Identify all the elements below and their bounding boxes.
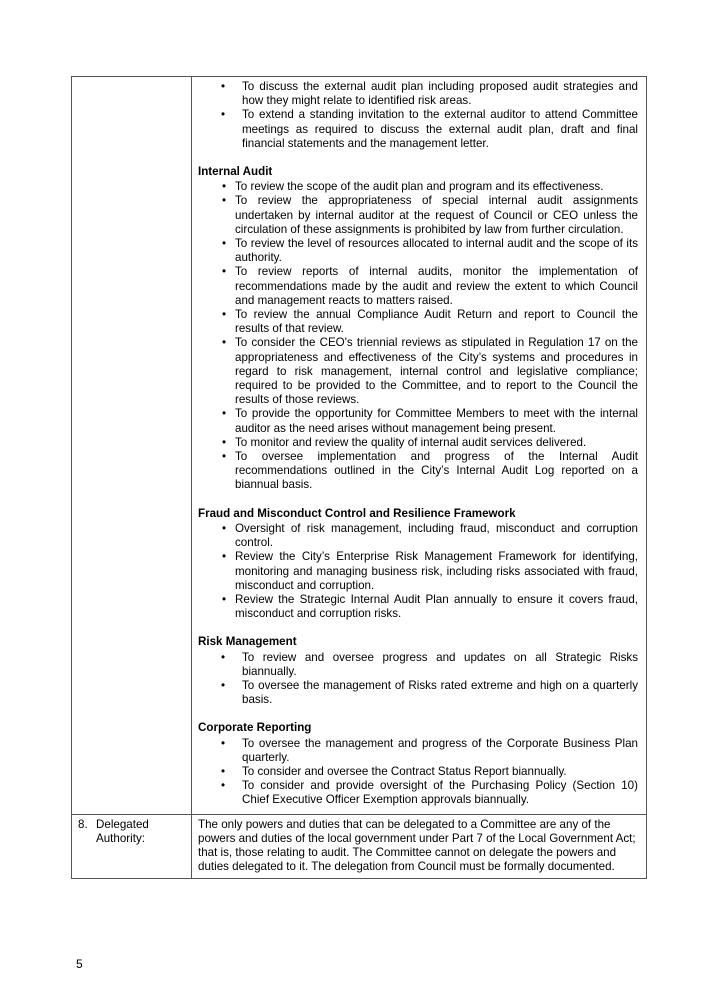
- functions-cell: [192, 77, 647, 815]
- list-item: • To review the level of resources allocated to internal audit and the scope of its authority.: [198, 237, 638, 265]
- list-item: • To oversee implementation and progress of the Internal Audit recommendations outlined in the City’s Internal Audit Log reported on a biannual basis.: [198, 450, 638, 493]
- list-item: • To review the scope of the audit plan and program and its effectiveness.: [198, 180, 638, 194]
- list-item: • To review the annual Compliance Audit Return and report to Council the results of that review.: [198, 308, 638, 336]
- table-row-functions: [72, 77, 647, 815]
- table-row-delegated-authority: [72, 814, 647, 879]
- list-item: • To consider the CEO's triennial reviews as stipulated in Regulation 17 on the appropriateness and effectiveness of the City’s systems and procedures in regard to risk management, internal control and legislative compliance; required to be provided to the Committee, and to report to the Council the results of those reviews.: [198, 336, 638, 407]
- list-item: • To oversee the management and progress of the Corporate Business Plan quarterly.: [198, 737, 638, 765]
- list-item: • To consider and provide oversight of the Purchasing Policy (Section 10) Chief Executive Officer Exemption approvals biannually.: [198, 779, 638, 807]
- page-number: 5: [76, 957, 83, 971]
- list-item: • To review and oversee progress and updates on all Strategic Risks biannually.: [198, 651, 638, 679]
- fraud-heading: Fraud and Misconduct Control and Resilience Framework: [198, 506, 516, 520]
- list-item: • To review the appropriateness of special internal audit assignments undertaken by internal auditor at the request of Council or CEO unless the circulation of these assignments is prohibited by law from further circulation.: [198, 194, 638, 237]
- list-item: • To oversee the management of Risks rated extreme and high on a quarterly basis.: [198, 679, 638, 707]
- list-item: • Review the City’s Enterprise Risk Management Framework for identifying, monitoring and managing business risk, including risks associated with fraud, misconduct and corruption.: [198, 550, 638, 593]
- list-item: • Oversight of risk management, including fraud, misconduct and corruption control.: [198, 522, 638, 550]
- list-item: • To review reports of internal audits, monitor the implementation of recommendations made by the audit and review the extent to which Council and management reacts to matters raised.: [198, 265, 638, 308]
- list-item: • To provide the opportunity for Committee Members to meet with the internal auditor as the need arises without management being present.: [198, 407, 638, 435]
- fraud-list: [198, 522, 638, 621]
- internal-audit-heading: Internal Audit: [198, 165, 273, 179]
- list-item: • To discuss the external audit plan including proposed audit strategies and how they might relate to identified risk areas.: [198, 80, 638, 108]
- list-item: • To extend a standing invitation to the external auditor to attend Committee meetings as required to discuss the external audit plan, draft and final financial statements and the management letter.: [198, 108, 638, 151]
- delegated-authority-label-cell: [72, 814, 192, 879]
- risk-management-list: [198, 651, 638, 708]
- section-number: 8.: [78, 817, 88, 831]
- section-label: Delegated Authority:: [96, 817, 149, 845]
- list-item: • Review the Strategic Internal Audit Plan annually to ensure it covers fraud, misconduct and corruption risks.: [198, 593, 638, 621]
- external-audit-list: [198, 80, 638, 151]
- list-item: • To consider and oversee the Contract Status Report biannually.: [198, 765, 638, 779]
- risk-management-heading: Risk Management: [198, 635, 297, 649]
- corporate-reporting-list: [198, 737, 638, 808]
- delegated-authority-text: The only powers and duties that can be delegated to a Committee are any of the powers and duties of the local government under Part 7 of the Local Government Act; that is, those relating to audit. The Committee cannot on delegate the powers and duties delegated to it. The delegation from Council must be formally documented.: [198, 817, 636, 874]
- internal-audit-list: [198, 180, 638, 492]
- document-table: [71, 76, 647, 879]
- list-item: • To monitor and review the quality of internal audit services delivered.: [198, 436, 638, 450]
- left-cell-empty: [72, 77, 192, 815]
- corporate-reporting-heading: Corporate Reporting: [198, 721, 312, 735]
- delegated-authority-text-cell: [192, 814, 647, 879]
